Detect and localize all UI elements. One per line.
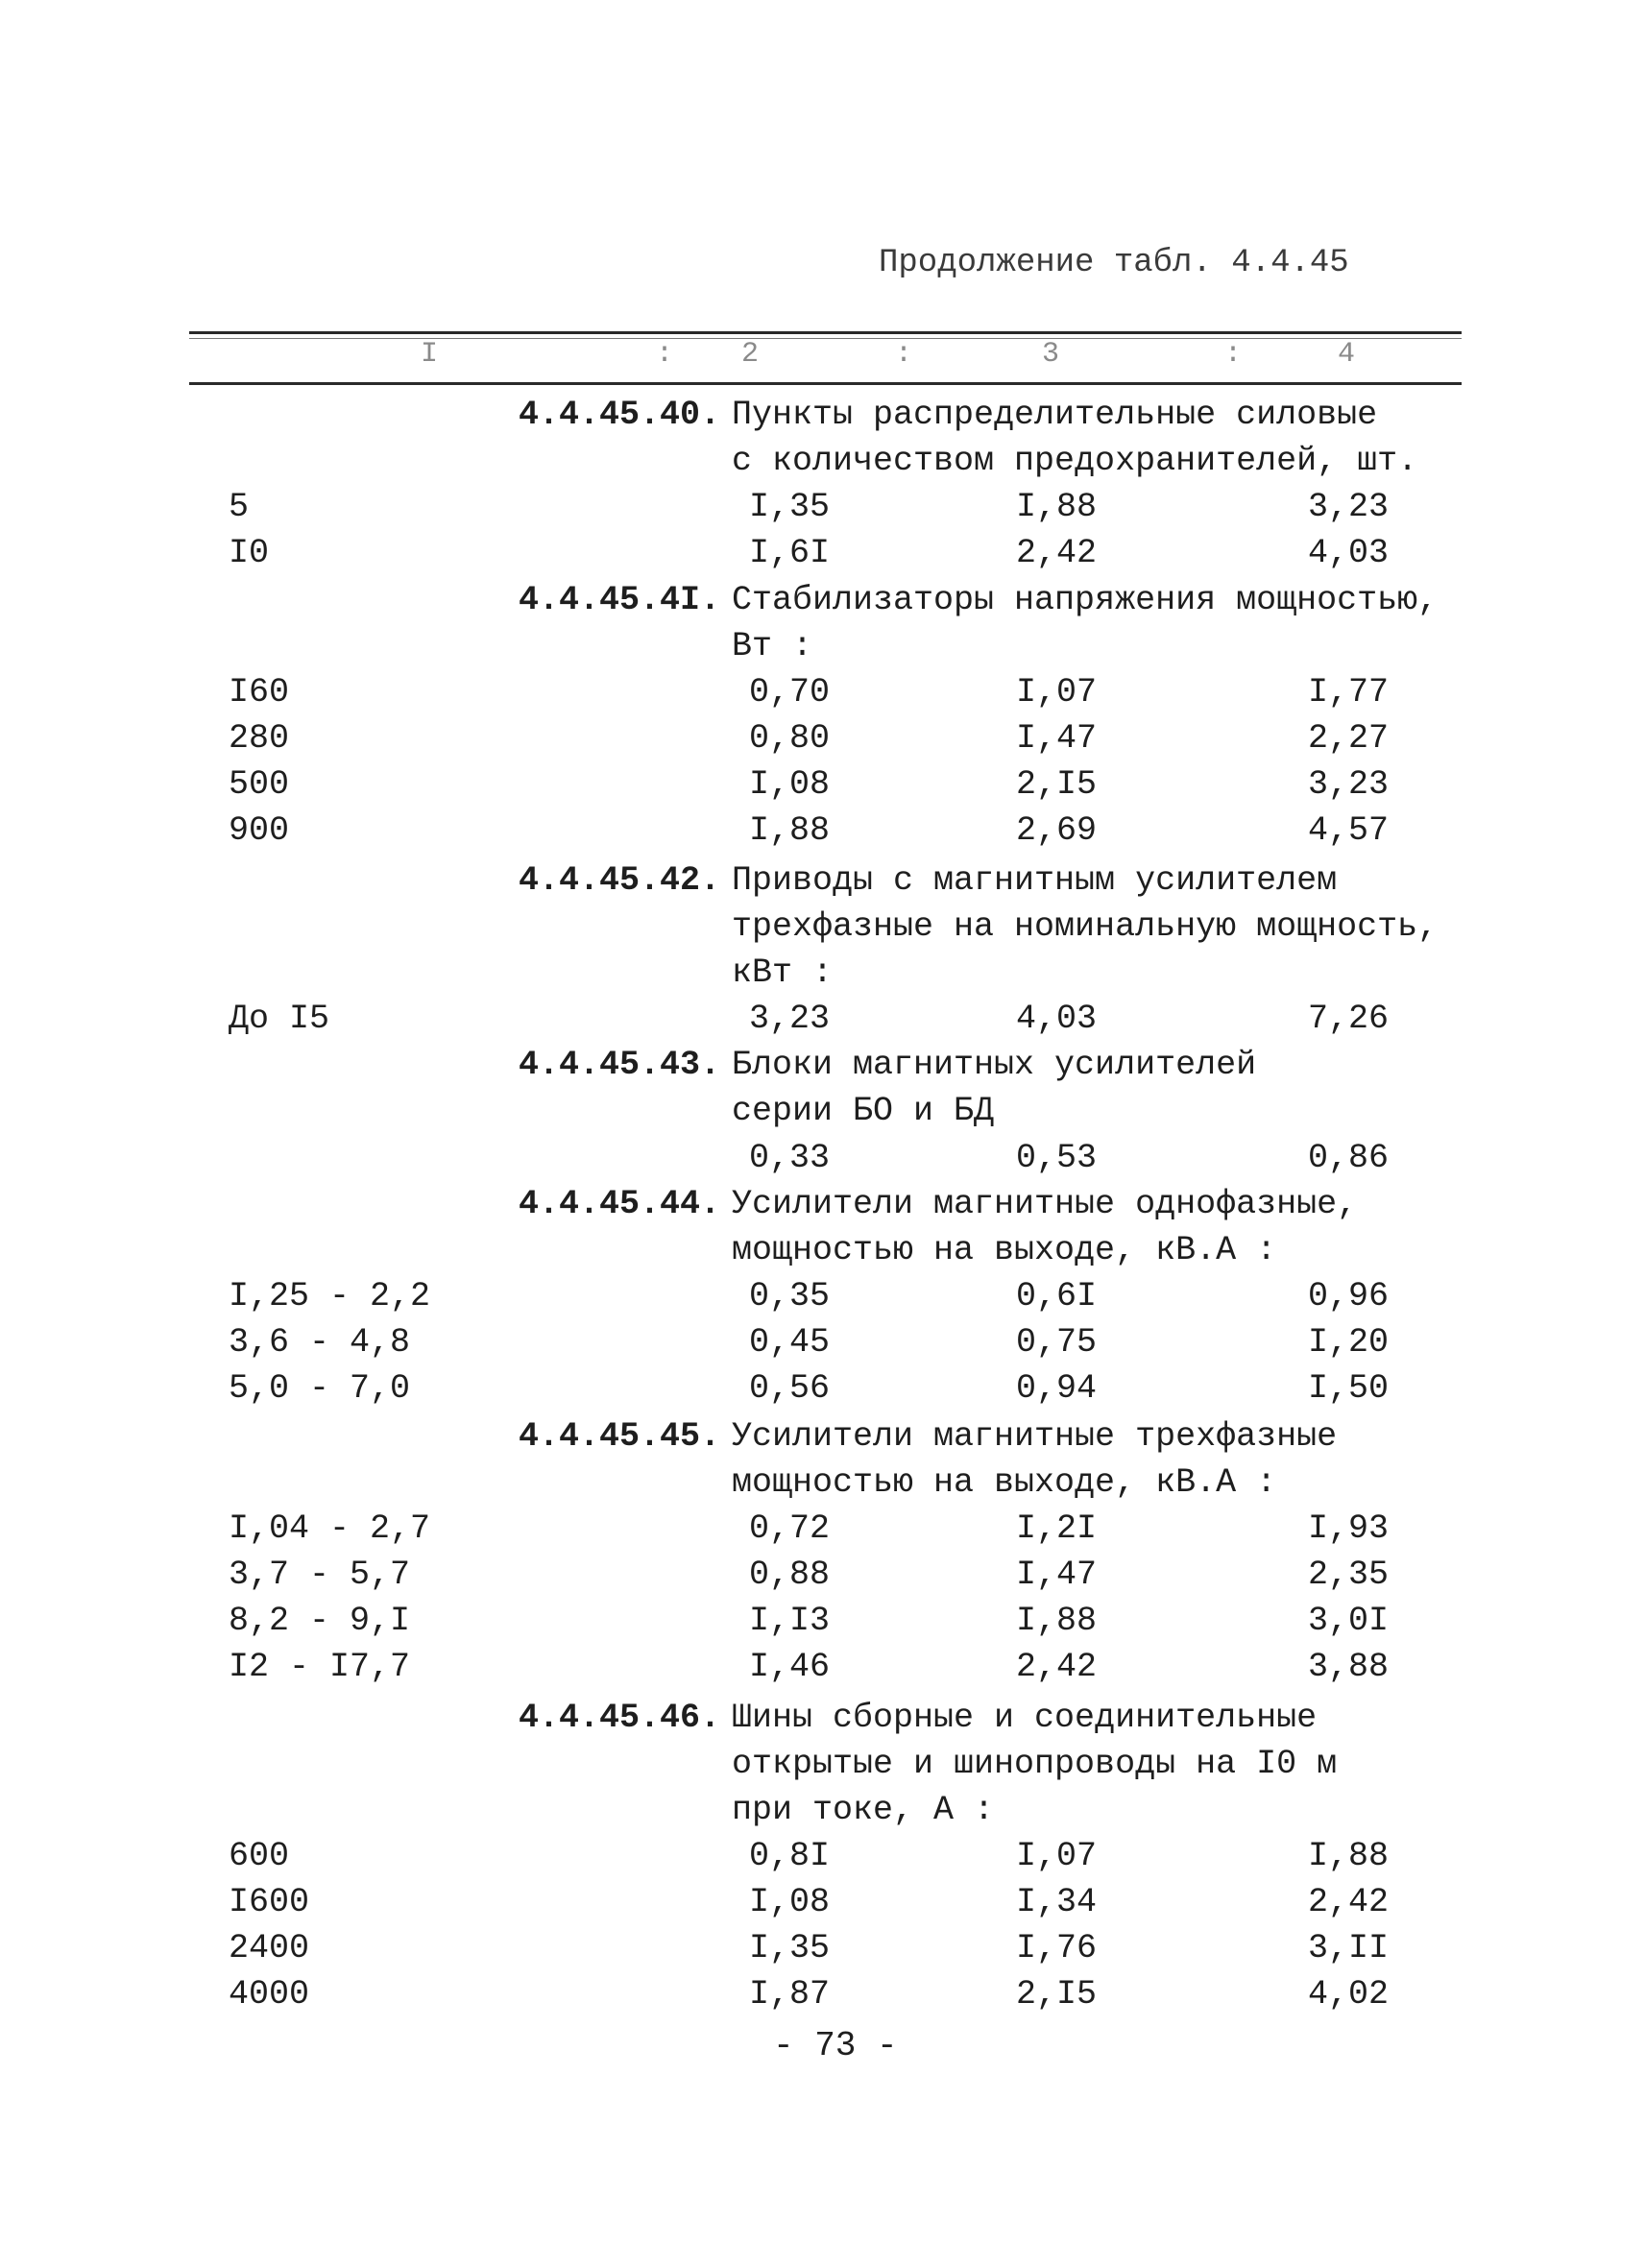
table-row [0,488,1645,534]
table-row [0,1648,1645,1694]
parameter-cell: I,04 - 2,7 [229,1509,431,1548]
value-cell-col3: 0,53 [1016,1139,1098,1177]
parameter-cell: I600 [229,1883,310,1921]
value-cell-col2: I,87 [749,1975,831,2014]
column-header-2: 2 [741,338,760,371]
table-row [0,1837,1645,1883]
value-cell-col2: 0,45 [749,1323,831,1362]
value-cell-col2: 0,70 [749,673,831,712]
table-row [0,1139,1645,1185]
section-code: 4.4.45.4I. [519,581,721,619]
section-description-continuation-row [0,907,1645,953]
section-description-continuation: мощностью на выходе, кВ.А : [732,1231,1277,1269]
value-cell-col4: 4,57 [1308,811,1390,850]
parameter-cell: 900 [229,811,290,850]
section-description-continuation: с количеством предохранителей, шт. [732,442,1418,480]
section-description-continuation: открытые и шинопроводы на I0 м [732,1745,1338,1783]
section-description-continuation: Вт : [732,627,813,665]
section-description-continuation-row [0,1745,1645,1791]
value-cell-col2: I,6I [749,534,831,572]
section-code: 4.4.45.46. [519,1699,721,1737]
section-description-continuation-row [0,627,1645,673]
value-cell-col3: 2,I5 [1016,765,1098,804]
value-cell-col4: 3,0I [1308,1602,1390,1640]
section-heading-row [0,396,1645,442]
value-cell-col2: I,I3 [749,1602,831,1640]
value-cell-col2: 0,56 [749,1369,831,1408]
table-row [0,1883,1645,1929]
value-cell-col2: 0,72 [749,1509,831,1548]
table-row [0,673,1645,719]
value-cell-col4: 0,96 [1308,1277,1390,1315]
section-heading-row [0,1046,1645,1092]
parameter-cell: 5 [229,488,250,526]
column-header-4: 4 [1338,338,1356,371]
parameter-cell: I,25 - 2,2 [229,1277,431,1315]
section-description-continuation-row [0,953,1645,1000]
section-description-continuation: мощностью на выходе, кВ.А : [732,1463,1277,1502]
value-cell-col3: I,34 [1016,1883,1098,1921]
value-cell-col2: 0,33 [749,1139,831,1177]
value-cell-col2: 3,23 [749,1000,831,1038]
value-cell-col4: 2,35 [1308,1556,1390,1594]
value-cell-col2: 0,8I [749,1837,831,1875]
parameter-cell: 8,2 - 9,I [229,1602,411,1640]
value-cell-col2: 0,80 [749,719,831,758]
value-cell-col3: 2,42 [1016,1648,1098,1686]
table-row [0,1602,1645,1648]
section-description: Стабилизаторы напряжения мощностью, [732,581,1439,619]
section-description-continuation-row [0,1231,1645,1277]
table-row [0,765,1645,811]
parameter-cell: 3,6 - 4,8 [229,1323,411,1362]
value-cell-col3: 0,75 [1016,1323,1098,1362]
parameter-cell: 280 [229,719,290,758]
table-row [0,534,1645,580]
parameter-cell: 4000 [229,1975,310,2014]
table-row [0,1277,1645,1323]
value-cell-col3: 2,I5 [1016,1975,1098,2014]
section-description-continuation-row [0,1791,1645,1837]
value-cell-col4: 2,27 [1308,719,1390,758]
table-continuation-caption: Продолжение табл. 4.4.45 [879,245,1349,281]
value-cell-col4: I,50 [1308,1369,1390,1408]
value-cell-col4: I,20 [1308,1323,1390,1362]
value-cell-col4: 0,86 [1308,1139,1390,1177]
parameter-cell: 2400 [229,1929,310,1967]
value-cell-col4: I,77 [1308,673,1390,712]
value-cell-col3: I,88 [1016,1602,1098,1640]
value-cell-col4: 3,23 [1308,488,1390,526]
value-cell-col4: 7,26 [1308,1000,1390,1038]
value-cell-col4: 3,II [1308,1929,1390,1967]
section-description: Усилители магнитные однофазные, [732,1185,1358,1223]
section-description-continuation-row [0,442,1645,488]
value-cell-col3: 2,42 [1016,534,1098,572]
value-cell-col3: I,2I [1016,1509,1098,1548]
value-cell-col4: 2,42 [1308,1883,1390,1921]
table-row [0,1509,1645,1556]
parameter-cell: I2 - I7,7 [229,1648,411,1686]
parameter-cell: 5,0 - 7,0 [229,1369,411,1408]
table-row [0,1975,1645,2021]
value-cell-col2: I,08 [749,1883,831,1921]
section-code: 4.4.45.44. [519,1185,721,1223]
section-description: Шины сборные и соединительные [732,1699,1318,1737]
table-row [0,1369,1645,1415]
value-cell-col3: 4,03 [1016,1000,1098,1038]
value-cell-col4: 4,03 [1308,534,1390,572]
table-row [0,811,1645,857]
section-description-continuation: трехфазные на номинальную мощность, [732,907,1439,946]
value-cell-col4: I,93 [1308,1509,1390,1548]
section-description-continuation-row [0,1092,1645,1138]
table-row [0,1323,1645,1369]
page-number: - 73 - [773,2026,898,2065]
section-code: 4.4.45.40. [519,396,721,434]
value-cell-col2: I,88 [749,811,831,850]
column-separator: : [895,338,913,371]
section-description: Усилители магнитные трехфазные [732,1417,1338,1456]
parameter-cell: I0 [229,534,270,572]
header-rule-top-thin [189,338,1462,339]
section-heading-row [0,1417,1645,1463]
section-description: Пункты распределительные силовые [732,396,1378,434]
value-cell-col2: I,08 [749,765,831,804]
parameter-cell: I60 [229,673,290,712]
parameter-cell: 600 [229,1837,290,1875]
column-header-3: 3 [1042,338,1060,371]
value-cell-col4: I,88 [1308,1837,1390,1875]
value-cell-col3: I,76 [1016,1929,1098,1967]
section-description-continuation: кВт : [732,953,834,992]
table-row [0,719,1645,765]
value-cell-col3: I,88 [1016,488,1098,526]
section-heading-row [0,1185,1645,1231]
section-heading-row [0,861,1645,907]
column-header-1: I [421,338,439,371]
value-cell-col2: I,46 [749,1648,831,1686]
section-code: 4.4.45.45. [519,1417,721,1456]
table-row [0,1000,1645,1046]
value-cell-col4: 3,88 [1308,1648,1390,1686]
section-code: 4.4.45.43. [519,1046,721,1084]
value-cell-col2: 0,88 [749,1556,831,1594]
column-separator: : [656,338,674,371]
header-rule-top [189,331,1462,334]
section-description-continuation: серии БО и БД [732,1092,995,1130]
value-cell-col2: 0,35 [749,1277,831,1315]
table-row [0,1929,1645,1975]
section-code: 4.4.45.42. [519,861,721,900]
value-cell-col3: I,07 [1016,1837,1098,1875]
value-cell-col3: 2,69 [1016,811,1098,850]
section-description: Блоки магнитных усилителей [732,1046,1257,1084]
parameter-cell: 3,7 - 5,7 [229,1556,411,1594]
column-separator: : [1224,338,1243,371]
value-cell-col3: I,47 [1016,719,1098,758]
section-description-continuation: при токе, А : [732,1791,995,1829]
parameter-cell: 500 [229,765,290,804]
value-cell-col3: 0,94 [1016,1369,1098,1408]
parameter-cell: До I5 [229,1000,330,1038]
table-row [0,1556,1645,1602]
section-description: Приводы с магнитным усилителем [732,861,1338,900]
value-cell-col4: 4,02 [1308,1975,1390,2014]
value-cell-col3: 0,6I [1016,1277,1098,1315]
section-heading-row [0,1699,1645,1745]
section-heading-row [0,581,1645,627]
value-cell-col2: I,35 [749,1929,831,1967]
value-cell-col2: I,35 [749,488,831,526]
value-cell-col4: 3,23 [1308,765,1390,804]
header-rule-bottom [189,382,1462,385]
value-cell-col3: I,47 [1016,1556,1098,1594]
value-cell-col3: I,07 [1016,673,1098,712]
section-description-continuation-row [0,1463,1645,1509]
